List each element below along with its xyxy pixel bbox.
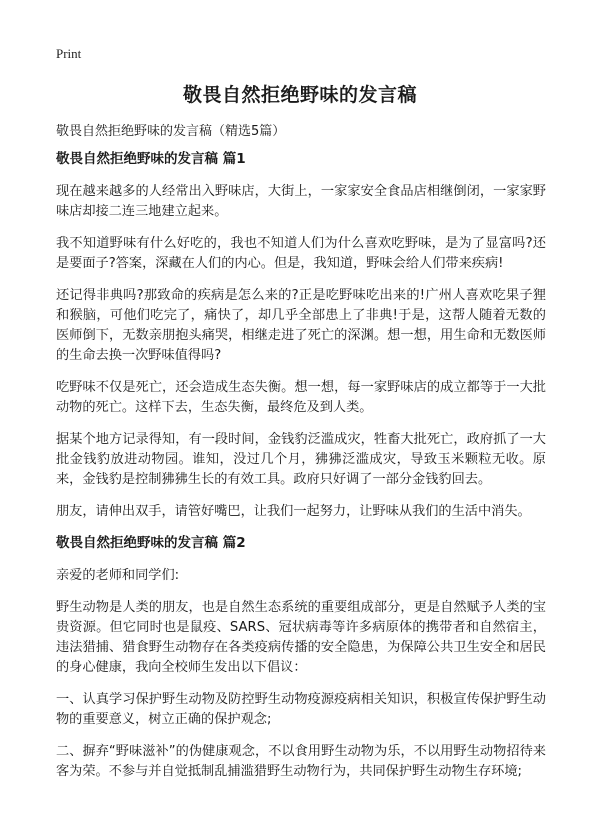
paragraph: 还记得非典吗?那致命的疾病是怎么来的?正是吃野味吃出来的!广州人喜欢吃果子狸和猴脑，可他们吃完了，痛快了，却几乎全部患上了非典!于是，这帮人随着无数的医师倒下，无数亲朋抱头痛哭，相继走进了死亡的深渊。想一想，用生命和无数医师的生命去换一次野味值得吗?	[56, 288, 546, 363]
paragraph: 野生动物是人类的朋友，也是自然生态系统的重要组成部分，更是自然赋予人类的宝贵资源。但它同时也是鼠疫、SARS、冠状病毒等许多病原体的携带者和自然宿主，违法猎捕、猎食野生动物存在各类疫病传播的安全隐患，为保障公共卫生安全和居民的身心健康，我向全校师生发出以下倡议：	[56, 600, 546, 675]
paragraph: 一、认真学习保护野生动物及防控野生动物疫源疫病相关知识，积极宣传保护野生动物的重要意义，树立正确的保护观念;	[56, 692, 546, 727]
paragraph: 吃野味不仅是死亡，还会造成生态失衡。想一想，每一家野味店的成立都等于一大批动物的死亡。这样下去，生态失衡，最终危及到人类。	[56, 380, 546, 415]
section-heading: 敬畏自然拒绝野味的发言稿 篇1	[56, 151, 246, 167]
section-heading: 敬畏自然拒绝野味的发言稿 篇2	[56, 535, 246, 551]
paragraph: 二、摒弃“野味滋补”的伪健康观念，不以食用野生动物为乐，不以用野生动物招待来客为荣。不参与并自觉抵制乱捕滥猎野生动物行为，共同保护野生动物生存环境;	[56, 744, 546, 779]
document-title: 敬畏自然拒绝野味的发言稿	[182, 84, 417, 106]
paragraph: 朋友，请伸出双手，请管好嘴巴，让我们一起努力，让野味从我们的生活中消失。	[56, 504, 531, 519]
section-1	[56, 150, 546, 522]
print-link[interactable]: Print	[56, 46, 82, 61]
paragraph: 亲爱的老师和同学们:	[56, 568, 180, 583]
paragraph: 现在越来越多的人经常出入野味店，大街上，一家家安全食品店相继倒闭，一家家野味店却接二连三地建立起来。	[56, 184, 546, 219]
paragraph: 我不知道野味有什么好吃的，我也不知道人们为什么喜欢吃野味，是为了显富吗?还是要面子?答案，深藏在人们的内心。但是，我知道，野味会给人们带来疾病!	[56, 236, 546, 271]
section-2	[56, 534, 546, 782]
paragraph: 据某个地方记录得知，有一段时间，金钱豹泛滥成灾，牲畜大批死亡，政府抓了一大批金钱豹放进动物园。谁知，没过几个月，狒狒泛滥成灾，导致玉米颗粒无收。原来，金钱豹是控制狒狒生长的有效工具。政府只好调了一部分金钱豹回去。	[56, 432, 546, 487]
document-body	[56, 150, 546, 794]
document-subtitle: 敬畏自然拒绝野味的发言稿（精选5篇）	[56, 124, 286, 139]
